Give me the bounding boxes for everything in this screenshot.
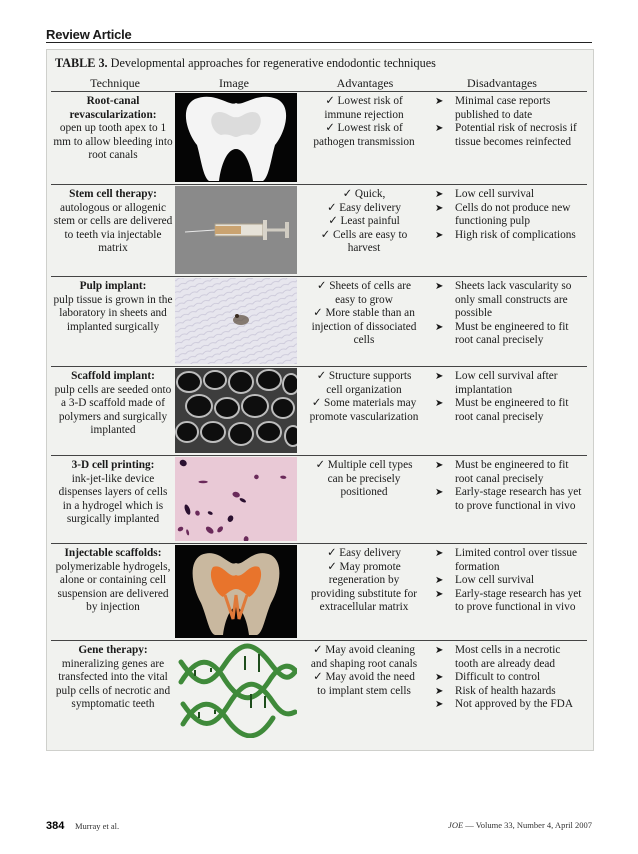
technique-cell [53, 547, 173, 615]
arrow-bullet-icon: ➤ [435, 487, 444, 499]
advantage-text: Least painful [340, 215, 400, 228]
stained-cell [254, 474, 259, 479]
disadvantage-item [435, 671, 585, 685]
advantage-item [309, 561, 419, 615]
footer-authors: Murray et al. [74, 821, 120, 831]
technique-description: polymerizable hydrogels, alone or containing cell suspension are delivered by injection [55, 560, 171, 614]
checkmark-icon: ✓ [320, 228, 333, 241]
arrow-bullet-icon: ➤ [435, 371, 444, 382]
checkmark-icon: ✓ [325, 122, 338, 135]
advantage-item [309, 397, 419, 424]
technique-title: Stem cell therapy: [69, 188, 157, 200]
disadvantage-text: Not approved by the FDA [455, 698, 573, 711]
technique-description: pulp tissue is grown in the laboratory in sheets and implanted surgically [53, 293, 173, 333]
technique-cell [53, 95, 173, 163]
advantage-item [309, 122, 419, 149]
arrow-bullet-icon: ➤ [435, 685, 444, 697]
arrow-bullet-icon: ➤ [435, 321, 444, 333]
dna-helix-icon [175, 642, 297, 738]
technique-title: Root-canal revascularization: [69, 95, 157, 121]
disadvantage-item [435, 202, 585, 229]
porous-scaffold-micrograph [175, 368, 297, 453]
arrow-bullet-icon: ➤ [435, 645, 444, 656]
technique-description: ink-jet-like device dispenses layers of cells in a hydrogel which is surgically implanted [58, 472, 168, 526]
stained-cell [183, 504, 191, 516]
disadvantage-text: Limited control over tissue formation [455, 547, 578, 573]
technique-cell [53, 370, 173, 438]
arrow-bullet-icon: ➤ [435, 672, 444, 684]
footer-left [46, 820, 119, 832]
arrow-bullet-icon: ➤ [435, 96, 444, 107]
checkmark-icon: ✓ [325, 95, 338, 107]
checkmark-icon: ✓ [342, 188, 355, 200]
col-header-disadvantages: Disadvantages [467, 76, 537, 90]
rule [51, 455, 587, 456]
advantage-text: Quick, [354, 188, 386, 200]
stained-cell [280, 475, 287, 479]
checkmark-icon: ✓ [311, 397, 325, 410]
advantage-item [309, 95, 419, 122]
technique-cell [53, 280, 173, 334]
table-3 [46, 49, 594, 751]
caption-label: TABLE 3. [55, 56, 108, 70]
table-caption [55, 56, 436, 71]
disadvantage-text: Low cell survival [455, 188, 535, 200]
stained-cell [205, 525, 215, 535]
rule [51, 184, 587, 185]
technique-title: Injectable scaffolds: [64, 547, 162, 559]
advantages-cell [309, 547, 419, 615]
stained-cell [198, 481, 207, 484]
advantage-text: Structure supports cell organization [326, 370, 412, 396]
checkmark-icon: ✓ [312, 644, 326, 656]
disadvantage-text: Early-stage research has yet to prove functional in vivo [455, 486, 582, 512]
arrow-bullet-icon: ➤ [435, 202, 444, 214]
disadvantage-item [435, 280, 585, 321]
disadvantage-text: Potential risk of necrosis if tissue becomes reinfected [455, 122, 577, 148]
advantages-cell [309, 95, 419, 149]
disadvantage-item [435, 229, 585, 243]
technique-description: mineralizing genes are transfected into the vital pulp cells of necrotic and symptomatic teeth [55, 657, 171, 711]
disadvantage-text: Cells do not produce new functioning pulp [455, 201, 571, 228]
advantage-item [309, 188, 419, 202]
disadvantage-text: Early-stage research has yet to prove functional in vivo [455, 587, 582, 614]
arrow-bullet-icon: ➤ [435, 229, 444, 241]
disadvantage-text: Must be engineered to fit root canal precisely [455, 459, 569, 485]
disadvantage-text: Minimal case reports published to date [455, 95, 551, 121]
technique-description: open up tooth apex to 1 mm to allow bleeding into root canals [53, 122, 173, 162]
advantage-text: Lowest risk of immune rejection [324, 95, 404, 121]
stained-cell [177, 526, 184, 532]
advantage-text: Easy delivery [339, 201, 402, 214]
disadvantage-text: Must be engineered to fit root canal precisely [455, 397, 569, 423]
advantage-item [309, 202, 419, 216]
disadvantage-item [435, 547, 585, 574]
checkmark-icon: ✓ [316, 370, 329, 382]
checkmark-icon: ✓ [313, 307, 326, 320]
journal-name: JOE [448, 820, 464, 830]
technique-description: autologous or allogenic stem or cells are delivered to teeth via injectable matrix [53, 201, 173, 255]
technique-cell [53, 644, 173, 712]
rule [51, 276, 587, 277]
section-title: Review Article [46, 27, 132, 42]
arrow-bullet-icon: ➤ [435, 189, 444, 200]
technique-description: pulp cells are seeded onto a 3-D scaffold made of polymers and surgically implanted [54, 383, 172, 437]
arrow-bullet-icon: ➤ [435, 699, 444, 711]
checkmark-icon: ✓ [316, 280, 330, 292]
cell-sheet-micrograph [175, 278, 297, 364]
advantages-cell [309, 280, 419, 348]
advantages-cell [309, 459, 419, 500]
col-header-technique: Technique [90, 76, 140, 90]
advantage-text: May avoid the need to implant stem cells [317, 671, 415, 697]
advantage-text: Cells are easy to harvest [332, 228, 408, 255]
arrow-bullet-icon: ➤ [435, 548, 444, 559]
stained-cell [243, 536, 249, 541]
arrow-bullet-icon: ➤ [435, 588, 444, 600]
advantage-item [309, 280, 419, 307]
advantage-item [309, 459, 419, 500]
arrow-bullet-icon: ➤ [435, 575, 444, 587]
stained-cell [194, 510, 200, 517]
disadvantage-item [435, 95, 585, 122]
journal-citation: — Volume 33, Number 4, April 2007 [465, 820, 592, 830]
advantage-item [309, 307, 419, 348]
advantage-text: May promote regeneration by providing substitute for extracellular matrix [310, 560, 418, 614]
disadvantages-cell [435, 459, 585, 513]
stained-cell [239, 497, 247, 503]
footer-right [448, 820, 592, 830]
rule [51, 91, 587, 92]
stained-cells-micrograph [175, 457, 297, 541]
advantage-item [309, 547, 419, 561]
disadvantage-item [435, 588, 585, 615]
col-header-image: Image [219, 76, 249, 90]
advantages-cell [309, 644, 419, 698]
stained-cell [216, 525, 224, 533]
technique-title: 3-D cell printing: [71, 459, 155, 471]
advantage-text: May avoid cleaning and shaping root canals [310, 644, 418, 670]
tooth-cross-section-icon [175, 93, 297, 182]
disadvantage-item [435, 188, 585, 202]
stained-cell [207, 511, 213, 516]
advantage-text: Multiple cell types can be precisely positioned [327, 459, 413, 499]
disadvantage-item [435, 321, 585, 348]
stained-cell [179, 459, 188, 468]
page-number: 384 [46, 820, 65, 832]
advantage-text: Lowest risk of pathogen transmission [313, 122, 415, 148]
checkmark-icon: ✓ [328, 215, 341, 228]
disadvantage-text: Sheets lack vascularity so only small constructs are possible [455, 280, 572, 320]
advantages-cell [309, 370, 419, 424]
rule [51, 640, 587, 641]
disadvantage-text: Low cell survival after implantation [455, 370, 558, 396]
disadvantage-item [435, 486, 585, 513]
disadvantage-text: Risk of health hazards [455, 684, 556, 697]
advantage-item [309, 671, 419, 698]
disadvantage-text: Must be engineered to fit root canal precisely [455, 320, 569, 347]
disadvantage-item [435, 644, 585, 671]
checkmark-icon: ✓ [327, 560, 340, 573]
technique-cell [53, 459, 173, 527]
disadvantage-text: High risk of complications [455, 228, 576, 241]
rule [51, 366, 587, 367]
advantage-text: Sheets of cells are easy to grow [329, 280, 412, 306]
disadvantage-item [435, 698, 585, 712]
disadvantage-item [435, 122, 585, 149]
disadvantage-item [435, 397, 585, 424]
disadvantage-item [435, 685, 585, 699]
arrow-bullet-icon: ➤ [435, 398, 444, 410]
technique-title: Scaffold implant: [71, 370, 155, 382]
disadvantage-item [435, 459, 585, 486]
advantage-text: Easy delivery [339, 547, 402, 559]
page-header [46, 26, 592, 43]
technique-cell [53, 188, 173, 256]
advantage-item [309, 644, 419, 671]
arrow-bullet-icon: ➤ [435, 123, 444, 135]
disadvantage-text: Low cell survival [455, 574, 535, 587]
disadvantage-text: Difficult to control [455, 671, 541, 684]
disadvantage-item [435, 370, 585, 397]
stained-cell [232, 491, 241, 498]
disadvantages-cell [435, 547, 585, 615]
advantages-cell [309, 188, 419, 256]
tooth-with-hydrogel-icon [175, 545, 297, 638]
syringe-icon [175, 186, 297, 274]
disadvantages-cell [435, 644, 585, 712]
arrow-bullet-icon: ➤ [435, 281, 444, 292]
rule [51, 543, 587, 544]
technique-title: Pulp implant: [79, 280, 147, 292]
advantage-item [309, 215, 419, 229]
advantage-text: Some materials may promote vascularization [309, 397, 419, 423]
caption-text: Developmental approaches for regenerative endodontic techniques [110, 56, 436, 70]
advantage-item [309, 370, 419, 397]
checkmark-icon: ✓ [326, 201, 340, 214]
checkmark-icon: ✓ [315, 459, 328, 471]
checkmark-icon: ✓ [313, 671, 326, 684]
disadvantages-cell [435, 95, 585, 149]
advantage-text: More stable than an injection of dissociated cells [311, 307, 417, 347]
stained-cell [186, 529, 190, 536]
arrow-bullet-icon: ➤ [435, 460, 444, 471]
disadvantage-text: Most cells in a necrotic tooth are already dead [455, 644, 561, 670]
disadvantages-cell [435, 280, 585, 348]
col-header-advantages: Advantages [336, 76, 394, 90]
checkmark-icon: ✓ [326, 547, 340, 559]
stained-cell [227, 514, 235, 522]
advantage-item [309, 229, 419, 256]
technique-title: Gene therapy: [78, 644, 148, 656]
disadvantages-cell [435, 370, 585, 424]
disadvantage-item [435, 574, 585, 588]
disadvantages-cell [435, 188, 585, 242]
